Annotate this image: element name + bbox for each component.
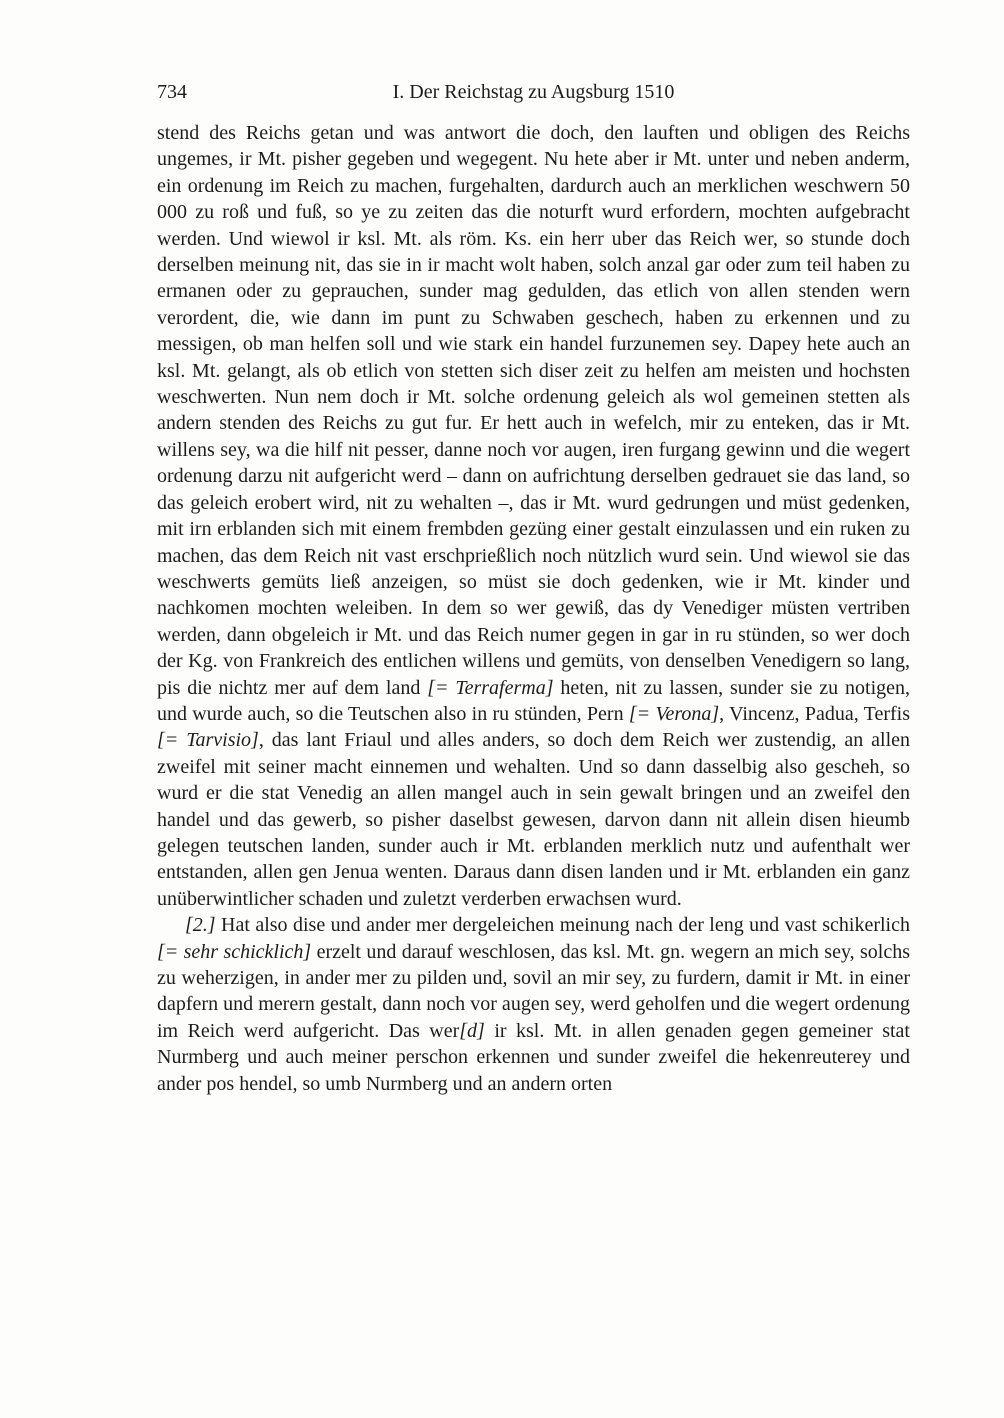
text-run: ir ksl. Mt. in allen genaden gegen gemeiner stat Nurmberg und auch meiner perschon erkennen und sunder zweifel die hekenreuterey und ander pos hendel, so umb Nurmberg und an andern orten	[157, 1019, 910, 1095]
paragraph	[157, 120, 910, 912]
text-block	[157, 120, 910, 1097]
editorial-note: [d]	[459, 1019, 485, 1042]
text-run: heten, nit zu lassen, sunder sie zu notigen, und wurde auch, so die Teutschen also in ru stünden, Pern	[157, 676, 911, 725]
paragraph	[157, 912, 910, 1097]
text-run: , das lant Friaul und alles anders, so doch dem Reich wer zustendig, an allen zweifel mit seiner macht einnemen und wehalten. Und so dann dasselbig also gescheh, so wurd er die stat Venedig an allen mangel auch in sein gewalt bringen und an zweifel den handel und das gewerb, so pisher daselbst gewesen, darvon dann nit allein disen hieumb gelegen teutschen landen, sunder auch ir Mt. erblanden merklich nutz und aufenthalt wer entstanden, allen gen Jenua wenten. Daraus dann disen landen und ir Mt. erblanden ein ganz unüberwintlicher schaden und zuletzt verderben erwachsen wurd.	[157, 729, 911, 910]
page-header	[157, 78, 910, 106]
editorial-note: [2.]	[185, 914, 216, 937]
editorial-note: [= Terraferma]	[427, 676, 554, 699]
editorial-note: [= Verona]	[628, 702, 720, 725]
editorial-note: [= sehr schicklich]	[157, 940, 312, 963]
page-number: 734	[157, 81, 187, 103]
text-run: erzelt und darauf weschlosen, das ksl. Mt. gn. wegern an mich sey, solchs zu weherzigen, in ander mer zu pilden und, sovil an mir sey, zu furdern, damit ir Mt. in einer dapfern und merern gestalt, dann noch vor augen sey, werd geholfen und die wegert ordenung im Reich werd aufgericht. Das wer	[157, 940, 911, 1042]
running-head: I. Der Reichstag zu Augsburg 1510	[392, 81, 675, 103]
text-run: stend des Reichs getan und was antwort die doch, den lauften und obligen des Reichs ungemes, ir Mt. pisher gegeben und wegegent. Nu hete aber ir Mt. unter und neben anderm, ein ordenung im Reich zu machen, furgehalten, dardurch auch an merklichen weschwern 50 000 zu roß und fuß, so ye zu zeiten das die noturft wurd erfordern, mochten aufgebracht werden. Und wiewol ir ksl. Mt. als röm. Ks. ein herr uber das Reich wer, so stunde doch derselben meinung nit, das sie in ir macht wolt haben, solch anzal gar oder zum teil haben zu ermanen oder zu geprauchen, sunder mag gedulden, das etlich von allen stenden wern verordent, die, wie dann im punt zu Schwaben geschech, haben zu erkennen und zu messigen, ob man helfen soll und wie stark ein handel furzunemen sey. Dapey hete auch an ksl. Mt. gelangt, als ob etlich von stetten sich diser zeit zu helfen am meisten und hochsten weschwerten. Nun nem doch ir Mt. solche ordenung geleich als wol gemeinen stetten als andern stenden des Reichs zu gut fur. Er hett auch in wefelch, mir zu enteken, das ir Mt. willens sey, wa die hilf nit pesser, danne noch vor augen, iren furgang gewinn und die wegert ordenung darzu nit aufgericht werd – dann on aufrichtung derselben gedrauet sie das land, so das geleich erobert wird, nit zu wehalten –, das ir Mt. wurd gedrungen und müst gedenken, mit irn erblanden sich mit einem frembden gezüng einer gestalt einzulassen und ein ruken zu machen, das dem Reich nit vast erschprießlich noch nützlich wurd sein. Und wiewol sie das weschwerts gemüts ließ anzeigen, so müst sie doch gedenken, wie ir Mt. kinder und nachkomen mochten weleiben. In dem so wer gewiß, das dy Venediger müsten vertriben werden, dann obgeleich ir Mt. und das Reich numer gegen in gar in ru stünden, so wer doch der Kg. von Frankreich des entlichen willens und gemüts, von denselben Venedigern so lang, pis die nichtz mer auf dem land	[157, 122, 910, 699]
text-run: Hat also dise und ander mer dergeleichen meinung nach der leng und vast schikerlich	[215, 914, 910, 937]
text-run: , Vincenz, Padua, Terfis	[719, 702, 910, 725]
editorial-note: [= Tarvisio]	[157, 729, 259, 752]
